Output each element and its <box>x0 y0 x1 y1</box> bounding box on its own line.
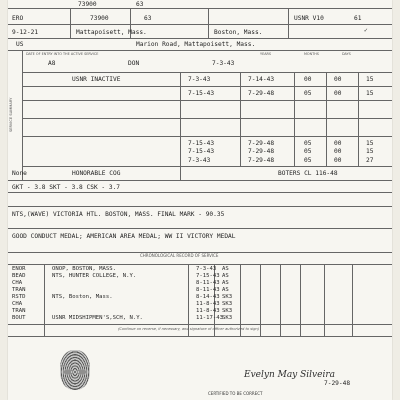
form-rule <box>22 86 392 87</box>
form-rule <box>70 8 71 38</box>
row-code: TRAN <box>12 287 26 293</box>
entry-source: DON <box>128 60 140 67</box>
history-to: 7-14-43 <box>248 76 275 83</box>
table-row <box>12 315 390 322</box>
history-months: 00 <box>334 90 342 97</box>
office-code: ERO <box>12 15 24 22</box>
row-code: CHA <box>12 280 23 286</box>
table-row <box>12 280 390 287</box>
form-rule <box>288 8 289 38</box>
form-rule <box>8 38 392 39</box>
form-rule <box>8 206 392 207</box>
home-address: Marion Road, Mattapoisett, Mass. <box>136 41 256 48</box>
extended-to: 7-29-48 <box>248 148 275 155</box>
row-code: CHA <box>12 301 23 307</box>
citizenship: US <box>16 41 24 48</box>
row-code: BOUT <box>12 315 26 321</box>
row-rate: AS <box>222 287 229 293</box>
form-rule <box>358 72 359 166</box>
extended-from: 7-15-43 <box>188 148 215 155</box>
table-row <box>12 294 390 301</box>
row-date: 7-15-43 <box>196 273 220 279</box>
separation-place: Boston, Mass. <box>214 29 263 36</box>
form-rule <box>22 50 23 180</box>
form-rule <box>180 72 181 180</box>
form-rule <box>22 100 392 101</box>
extended-months: 00 <box>334 157 342 164</box>
birth-date: 9-12-21 <box>12 29 39 36</box>
test-scores: GKT - 3.8 SKT - 3.8 CSK - 3.7 <box>12 184 121 191</box>
table-row <box>12 266 390 273</box>
col-months: MONTHS <box>304 52 319 56</box>
birth-place: Mattapoisett, Mass. <box>76 29 147 36</box>
form-rule <box>8 24 392 25</box>
history-days: 15 <box>366 90 374 97</box>
row-rate: SK3 <box>222 308 233 314</box>
side-label: SERVICE SUMMARY <box>9 97 13 132</box>
other-service: USNR INACTIVE <box>72 76 121 83</box>
form-rule <box>326 72 327 166</box>
history-from: 7-15-43 <box>188 90 215 97</box>
form-rule <box>8 180 392 181</box>
signature: Evelyn May Silveira <box>244 370 336 380</box>
designation-field: 63 <box>144 15 152 22</box>
form-rule <box>22 136 392 137</box>
serial-number-field: 73900 <box>90 15 109 22</box>
extended-months: 00 <box>334 148 342 155</box>
form-rule <box>22 166 392 167</box>
form-rule <box>8 336 392 337</box>
rate-code: USNR V10 <box>294 15 324 22</box>
certified-label: CERTIFIED TO BE CORRECT <box>208 391 263 396</box>
form-rule <box>8 264 392 265</box>
sign-date: 7-29-48 <box>324 380 351 387</box>
record-title: CHRONOLOGICAL RECORD OF SERVICE <box>140 253 219 258</box>
extended-to: 7-29-48 <box>248 157 275 164</box>
extended-years: 05 <box>304 140 312 147</box>
row-code: BEAD <box>12 273 26 279</box>
table-row <box>12 308 390 315</box>
history-months: 00 <box>334 76 342 83</box>
row-rate: AS <box>222 280 229 286</box>
row-date: 7-3-43 <box>196 266 217 272</box>
row-date: 8-11-43 <box>196 287 220 293</box>
table-row <box>12 301 390 308</box>
continued-note: (Continue on reverse, if necessary, and signature of officer authorized to sign) <box>118 327 260 331</box>
history-years: 00 <box>304 76 312 83</box>
form-rule <box>8 228 392 229</box>
dependents: None <box>12 170 27 177</box>
serial-number: 73900 <box>78 1 97 8</box>
extended-days: 27 <box>366 157 374 164</box>
thumbprint-image <box>60 350 90 390</box>
col-days: DAYS <box>342 52 351 56</box>
extended-from: 7-15-43 <box>188 140 215 147</box>
form-rule <box>22 72 392 73</box>
check-mark: ✓ <box>364 27 368 34</box>
extended-years: 05 <box>304 148 312 155</box>
row-station: ONOP, BOSTON, MASS. <box>52 266 116 272</box>
row-rate: AS <box>222 273 229 279</box>
form-rule <box>240 72 241 166</box>
extended-to: 7-29-48 <box>248 140 275 147</box>
row-station: NTS, Boston, Mass. <box>52 294 113 300</box>
extended-days: 15 <box>366 140 374 147</box>
row-date: 8-11-43 <box>196 280 220 286</box>
row-date: 11-17-43 <box>196 315 223 321</box>
authority-rating: BOTERS CL 116-48 <box>278 170 338 177</box>
extended-months: 00 <box>334 140 342 147</box>
form-rule <box>8 324 392 325</box>
serial-suffix: 63 <box>136 1 144 8</box>
history-from: 7-3-43 <box>188 76 211 83</box>
form-rule <box>8 192 392 193</box>
extended-from: 7-3-43 <box>188 157 211 164</box>
form-rule <box>208 8 209 38</box>
row-station: USNR MIDSHIPMEN'S,SCH, N.Y. <box>52 315 143 321</box>
extended-days: 15 <box>366 148 374 155</box>
row-rate: AS <box>222 266 229 272</box>
form-rule <box>22 118 392 119</box>
row-code: RSTD <box>12 294 26 300</box>
history-days: 15 <box>366 76 374 83</box>
form-rule <box>8 50 392 51</box>
form-rule <box>8 8 392 9</box>
row-code: TRAN <box>12 308 26 314</box>
history-to: 7-29-48 <box>248 90 275 97</box>
row-date: 11-8-43 <box>196 301 220 307</box>
schools-completed: NTS,(WAVE) VICTORIA HTL. BOSTON, MASS. FINAL MARK - 90.35 <box>12 211 225 218</box>
extended-years: 05 <box>304 157 312 164</box>
table-row <box>12 273 390 280</box>
form-rule <box>294 72 295 166</box>
entry-place: A8 <box>48 60 56 67</box>
row-rate: SK3 <box>222 294 233 300</box>
row-station: NTS, HUNTER COLLEGE, N.Y. <box>52 273 137 279</box>
entry-date: 7-3-43 <box>212 60 235 67</box>
entry-label: DATE OF ENTRY INTO THE ACTIVE SERVICE <box>26 52 99 56</box>
medals: GOOD CONDUCT MEDAL; AMERICAN AREA MEDAL; WW II VICTORY MEDAL <box>12 233 236 240</box>
service-record-document <box>8 0 392 400</box>
row-rate: SK3 <box>222 301 233 307</box>
row-date: 8-14-43 <box>196 294 220 300</box>
col-years: YEARS <box>260 52 272 56</box>
grade: 61 <box>354 15 362 22</box>
row-rate: SK3 <box>222 315 233 321</box>
row-date: 11-8-43 <box>196 308 220 314</box>
table-row <box>12 287 390 294</box>
history-years: 05 <box>304 90 312 97</box>
character-of-service: HONORABLE COG <box>72 170 121 177</box>
row-code: ENOR <box>12 266 26 272</box>
